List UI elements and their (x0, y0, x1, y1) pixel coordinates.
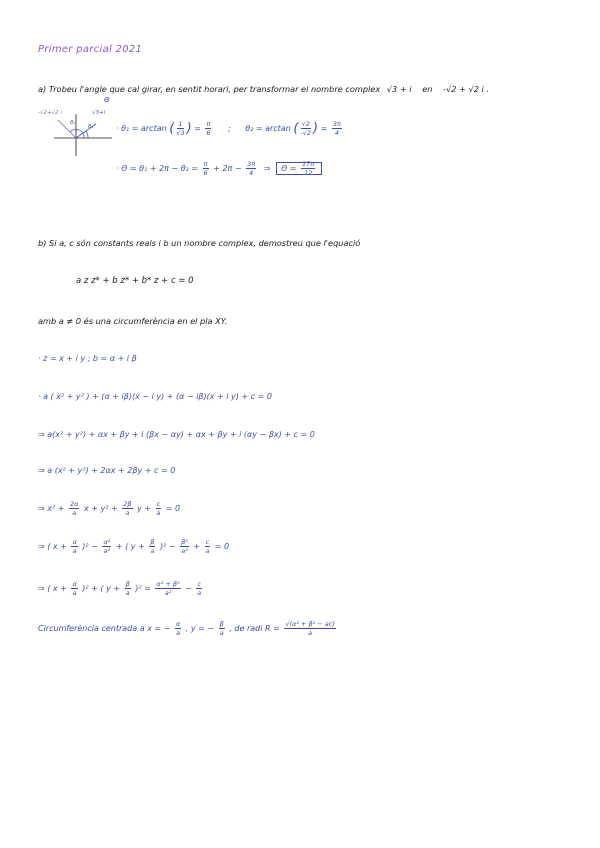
theta-result-line: · Θ = θ₁ + 2π − θ₂ = $\frac{\pi}{6}$ + 2π − $\frac{3\pi}{4}$ ⇒ Θ = $\frac{17\pi}{12}$ (116, 160, 322, 177)
step-4: ⇒ a (x² + y²) + 2αx + 2βy + c = 0 (38, 466, 176, 475)
part-a-label: a) (38, 84, 47, 94)
diagram-label-z1: √3+i (92, 110, 106, 116)
step-1: · z = x + i y ; b = α + i β (38, 354, 137, 363)
theta-answer-box: Θ = $\frac{17\pi}{12}$ (276, 162, 322, 175)
part-a-connector: en (422, 84, 433, 94)
step-5: ⇒ x² + $\frac{2\alpha}{a}$ x + y² + $\frac{2\beta}{a}$ y + $\frac{c}{a}$ = 0 (38, 500, 181, 517)
part-b-statement (38, 238, 360, 248)
part-b-follow: amb a ≠ 0 és una circumferència en el pla XY. (38, 316, 228, 326)
part-a-text: Trobeu l'angle que cal girar, en sentit horari, per transformar el nombre complex (48, 84, 381, 94)
angle-symbol: Θ (104, 96, 110, 104)
part-a-z1: √3 + i (386, 84, 412, 94)
diagram-theta2: θ₂ (70, 120, 76, 126)
page-title: Primer parcial 2021 (38, 44, 143, 55)
main-equation: a z z* + b z* + b* z + c = 0 (76, 276, 194, 286)
diagram-theta1: θ₁ (88, 124, 94, 130)
step-2: · a ( x² + y² ) + (α + iβ)(x − i y) + (α − iβ)(x + i y) + c = 0 (38, 392, 272, 401)
part-a-z2: -√2 + √2 i . (443, 84, 489, 94)
part-a-statement (38, 84, 489, 94)
part-b-text: Si a, c són constants reals i b un nombre complex, demostreu que l'equació (49, 238, 361, 248)
step-3: ⇒ a(x² + y²) + αx + βy + i (βx − αy) + αx + βy + i (αy − βx) + c = 0 (38, 430, 315, 439)
theta-formulas: · θ₁ = arctan ( $\frac{1}{√3}$ ) = $\frac{\pi}{6}$ ; θ₂ = arctan ( $\frac{√2}{-√2}$ ) = $\frac{3\pi}{4}$ (116, 120, 341, 137)
part-b-label: b) (38, 238, 47, 248)
step-6: ⇒ ( x + $\frac{\alpha}{a}$ )² − $\frac{\text{α²}}{\text{a²}}$ + ( y + $\frac{\beta}{a}$ )² − $\frac{\text{β²}}{\text{a²}}$ + $\frac{c}{a}$ = 0 (38, 538, 230, 555)
conclusion: Circumferència centrada a x = − $\frac{\alpha}{a}$ , y = − $\frac{\beta}{a}$ , de radi R = $\frac{\text{√(α² + β² − ac)}}{a}$ (38, 620, 335, 637)
arc-theta1 (86, 131, 88, 138)
diagram-label-z2: -√2+√2 i (38, 110, 62, 116)
step-7: ⇒ ( x + $\frac{\alpha}{a}$ )² + ( y + $\frac{\beta}{a}$ )² = $\frac{\text{α² + β²}}{\text{a²}}$ − $\frac{c}{a}$ (38, 580, 202, 597)
